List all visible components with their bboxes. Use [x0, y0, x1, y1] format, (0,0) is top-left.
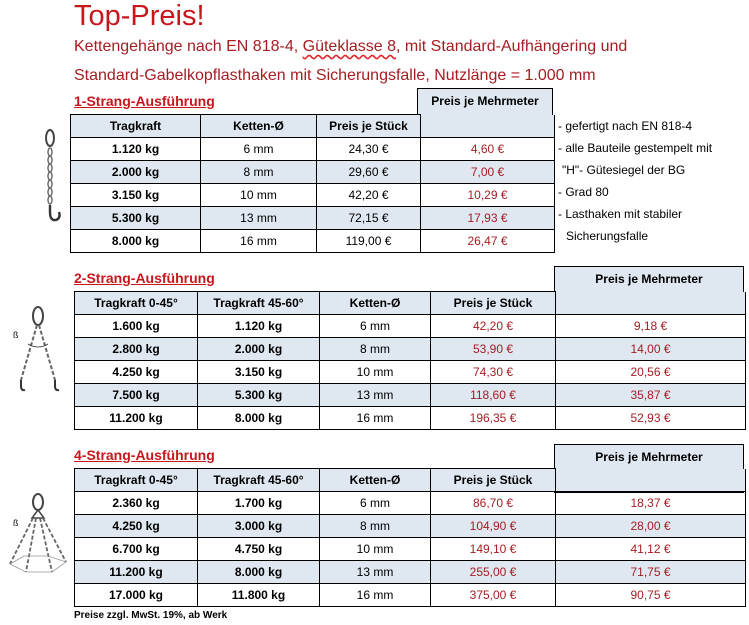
table-row: [71, 138, 555, 161]
table-row: [71, 161, 555, 184]
four-leg-chain-sling-icon: [2, 492, 72, 588]
cell-ketten: 16 mm: [201, 230, 317, 253]
section-title-4-strang: 4-Strang-Ausführung: [74, 447, 215, 463]
subtitle-text-b: , mit Standard-Aufhängering und: [396, 38, 628, 55]
cell-preis: 24,30 €: [317, 138, 421, 161]
cell-tragkraft: 5.300 kg: [71, 207, 201, 230]
cell-ketten: 10 mm: [320, 538, 431, 561]
col-header: Preis je Stück: [317, 115, 421, 138]
cell-preis: 255,00 €: [431, 561, 556, 584]
footer-note: Preise zzgl. MwSt. 19%, ab Werk: [74, 610, 228, 621]
two-leg-chain-sling-icon: [6, 304, 70, 392]
cell-preis: 72,15 €: [317, 207, 421, 230]
table-row: [75, 561, 746, 584]
cell-tragkraft-45-60: 8.000 kg: [198, 407, 320, 430]
subtitle-quality-class: Güteklasse 8: [302, 38, 397, 55]
section1-table: [70, 114, 555, 253]
cell-meter-price: 41,12 €: [556, 538, 746, 561]
cell-tragkraft-0-45: 17.000 kg: [75, 584, 198, 607]
header-line: Preis je Mehrmeter: [431, 93, 539, 108]
table-header-row: [75, 292, 746, 315]
cell-meter-price: 7,00 €: [421, 161, 555, 184]
cell-tragkraft-45-60: 2.000 kg: [198, 338, 320, 361]
cell-preis: 86,70 €: [431, 492, 556, 515]
cell-meter-price: 71,75 €: [556, 561, 746, 584]
table-row: [71, 184, 555, 207]
cell-tragkraft-0-45: 4.250 kg: [75, 515, 198, 538]
table-header-row: [71, 115, 555, 138]
table-row: [71, 230, 555, 253]
feature-note: - alle Bauteile gestempelt mit: [558, 141, 713, 155]
cell-tragkraft-0-45: 2.800 kg: [75, 338, 198, 361]
cell-ketten: 13 mm: [320, 561, 431, 584]
cell-meter-price: 20,56 €: [556, 361, 746, 384]
cell-tragkraft-0-45: 11.200 kg: [75, 561, 198, 584]
table-row: [75, 492, 746, 515]
cell-preis: 104,90 €: [431, 515, 556, 538]
cell-meter-price: 14,00 €: [556, 338, 746, 361]
cell-tragkraft-45-60: 5.300 kg: [198, 384, 320, 407]
col-header: Tragkraft 45-60°: [198, 469, 320, 492]
feature-note: "H"- Gütesiegel der BG: [562, 163, 686, 177]
cell-ketten: 10 mm: [320, 361, 431, 384]
section-title-1-strang: 1-Strang-Ausführung: [74, 93, 215, 109]
cell-meter-price: 9,18 €: [556, 315, 746, 338]
table-row: [75, 361, 746, 384]
cell-preis: 29,60 €: [317, 161, 421, 184]
cell-meter-price: 18,37 €: [556, 492, 746, 515]
angle-label: ß: [13, 330, 19, 340]
cell-preis: 118,60 €: [431, 384, 556, 407]
cell-ketten: 6 mm: [320, 315, 431, 338]
feature-note: Sicherungsfalle: [566, 229, 649, 243]
single-chain-sling-icon: [40, 128, 64, 228]
cell-ketten: 8 mm: [320, 515, 431, 538]
col-header: Preis je Stück: [431, 292, 556, 315]
cell-meter-price: 4,60 €: [421, 138, 555, 161]
cell-tragkraft-0-45: 6.700 kg: [75, 538, 198, 561]
table-row: [71, 207, 555, 230]
cell-ketten: 8 mm: [201, 161, 317, 184]
cell-meter-price: 10,29 €: [421, 184, 555, 207]
cell-preis: 42,20 €: [317, 184, 421, 207]
feature-note: - gefertigt nach EN 818-4: [558, 119, 693, 133]
page-title: Top-Preis!: [74, 0, 205, 32]
section2-table: [74, 291, 746, 430]
subtitle-line-1: [74, 38, 627, 56]
cell-tragkraft-0-45: 11.200 kg: [75, 407, 198, 430]
cell-tragkraft-45-60: 3.150 kg: [198, 361, 320, 384]
cell-meter-price: 26,47 €: [421, 230, 555, 253]
angle-label: ß: [13, 518, 19, 528]
cell-meter-price: 17,93 €: [421, 207, 555, 230]
col-header: Tragkraft 0-45°: [75, 292, 198, 315]
col-header: Preis je Stück: [431, 469, 556, 492]
cell-tragkraft: 1.120 kg: [71, 138, 201, 161]
table-row: [75, 338, 746, 361]
header-line: Preis je Mehrmeter: [595, 271, 703, 286]
cell-ketten: 8 mm: [320, 338, 431, 361]
cell-ketten: 13 mm: [201, 207, 317, 230]
feature-note: - Lasthaken mit stabiler: [558, 207, 683, 221]
feature-note: - Grad 80: [558, 185, 609, 199]
cell-tragkraft-0-45: 7.500 kg: [75, 384, 198, 407]
cell-preis: 74,30 €: [431, 361, 556, 384]
cell-preis: 53,90 €: [431, 338, 556, 361]
cell-meter-price: 90,75 €: [556, 584, 746, 607]
cell-ketten: 10 mm: [201, 184, 317, 207]
col-header: Tragkraft 0-45°: [75, 469, 198, 492]
col-header: Ketten-Ø: [320, 292, 431, 315]
table-row: [75, 315, 746, 338]
section3-table: [74, 468, 746, 607]
cell-tragkraft-45-60: 1.700 kg: [198, 492, 320, 515]
cell-ketten: 6 mm: [201, 138, 317, 161]
cell-tragkraft-45-60: 8.000 kg: [198, 561, 320, 584]
subtitle-line-2: Standard-Gabelkopflasthaken mit Sicherungsfalle, Nutzlänge = 1.000 mm: [74, 67, 596, 84]
table-header-row: [75, 469, 746, 492]
table-row: [75, 515, 746, 538]
cell-tragkraft-0-45: 2.360 kg: [75, 492, 198, 515]
table-row: [75, 384, 746, 407]
col-header: Ketten-Ø: [201, 115, 317, 138]
cell-ketten: 13 mm: [320, 384, 431, 407]
cell-tragkraft: 2.000 kg: [71, 161, 201, 184]
cell-ketten: 6 mm: [320, 492, 431, 515]
cell-meter-price: 52,93 €: [556, 407, 746, 430]
table-row: [75, 584, 746, 607]
cell-preis: 42,20 €: [431, 315, 556, 338]
cell-tragkraft: 3.150 kg: [71, 184, 201, 207]
subtitle-text-a: Kettengehänge nach EN 818-4,: [74, 38, 303, 55]
cell-tragkraft-45-60: 1.120 kg: [198, 315, 320, 338]
cell-preis: 119,00 €: [317, 230, 421, 253]
col-header: Tragkraft: [71, 115, 201, 138]
cell-tragkraft-45-60: 4.750 kg: [198, 538, 320, 561]
cell-tragkraft-45-60: 3.000 kg: [198, 515, 320, 538]
cell-meter-price: 28,00 €: [556, 515, 746, 538]
cell-tragkraft-0-45: 1.600 kg: [75, 315, 198, 338]
cell-preis: 149,10 €: [431, 538, 556, 561]
cell-tragkraft: 8.000 kg: [71, 230, 201, 253]
col-header: Ketten-Ø: [320, 469, 431, 492]
cell-tragkraft-45-60: 11.800 kg: [198, 584, 320, 607]
cell-meter-price: 35,87 €: [556, 384, 746, 407]
table-row: [75, 538, 746, 561]
cell-tragkraft-0-45: 4.250 kg: [75, 361, 198, 384]
table-row: [75, 407, 746, 430]
cell-preis: 196,35 €: [431, 407, 556, 430]
cell-ketten: 16 mm: [320, 407, 431, 430]
col-header-blank: [421, 115, 555, 138]
col-header-blank: [556, 292, 746, 315]
section-title-2-strang: 2-Strang-Ausführung: [74, 270, 215, 286]
cell-ketten: 16 mm: [320, 584, 431, 607]
col-header: Tragkraft 45-60°: [198, 292, 320, 315]
cell-preis: 375,00 €: [431, 584, 556, 607]
header-line: Preis je Mehrmeter: [595, 449, 703, 464]
col-header-blank: [556, 469, 746, 492]
